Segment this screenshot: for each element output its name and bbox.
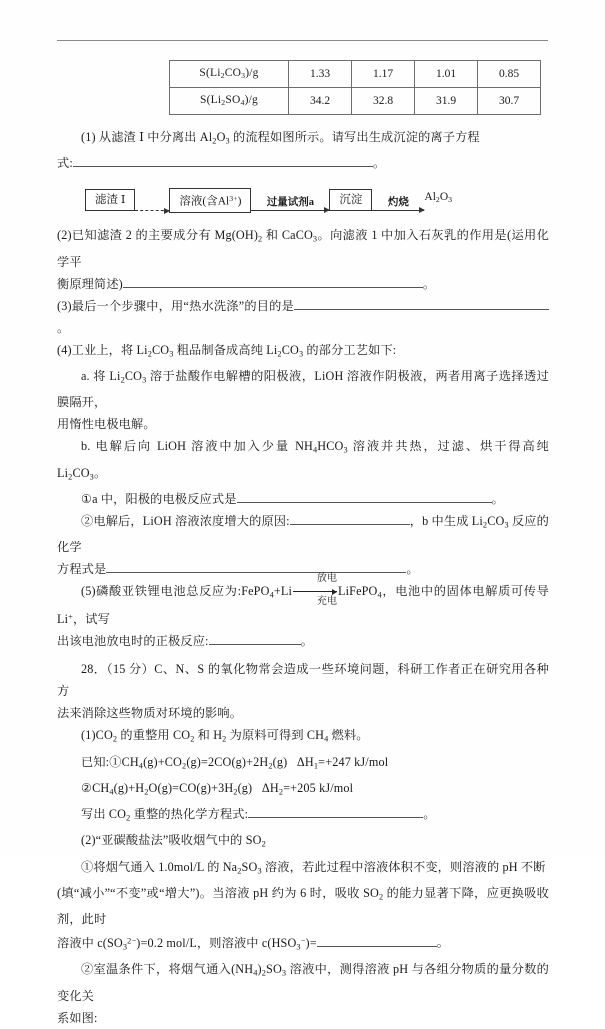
alumina-flowchart (57, 180, 549, 220)
q27-step-a-line2 (57, 413, 549, 435)
answer-blank[interactable] (290, 511, 410, 525)
q27-item-2-text: ②电解后，LiOH 溶液浓度增大的原因: (81, 513, 290, 528)
q27-p1-text: (1) 从滤渣 Ⅰ 中分离出 $Al_2O_3$ 的流程如图所示。请写出生成沉淀的离子方程 (81, 130, 480, 146)
flow-arrow-3 (372, 183, 424, 217)
arrow-dashed-icon (135, 210, 169, 211)
answer-blank[interactable] (73, 153, 373, 167)
period: 。 (436, 936, 450, 951)
answer-blank[interactable] (106, 559, 406, 573)
q28-stem-line2-text: 法来消除这些物质对环境的影响。 (57, 706, 243, 721)
question-28-stem (57, 658, 549, 702)
q28-part-1 (57, 724, 549, 750)
flow-node-solution: 溶液(含$Al^{3+}$) (169, 188, 251, 213)
q27-p2-text: (2)已知滤渣 2 的主要成分有 $Mg(OH)_2$ 和 CaCO$_3$。向滤液 1 中加入石灰乳的作用是(运用化学平 (57, 228, 549, 269)
q28-item-1 (57, 856, 549, 882)
eq-2-id: ② (81, 780, 93, 795)
period: 。 (422, 276, 436, 291)
flow-node-precipitate: 沉淀 (329, 189, 372, 211)
answer-blank[interactable] (209, 631, 301, 645)
period: 。 (406, 562, 419, 577)
arrow-2-label: 过量试剂a (266, 197, 315, 209)
cell: 30.7 (478, 88, 541, 115)
q28-item-1-line2-text: (填“减小”“不变”或“增大”)。当溶液 pH 约为 6 时，吸收 $SO_2$ 的能力显著下降，应更换吸收剂，此时 (57, 886, 549, 927)
known-label: 已知: (81, 754, 110, 769)
page-content (57, 60, 549, 1029)
q27-p5-text2: ，电池中的固体电解质可传导 Li+，试写 (57, 584, 549, 627)
q27-p2-line2 (57, 273, 549, 295)
q28-item-1-line3 (57, 930, 549, 958)
q28-stem-text: C、N、S 的氧化物常会造成一些环境问题，科研工作者正在研究用各种方 (57, 662, 549, 699)
q28-number: 28． (81, 662, 107, 677)
cell: 1.17 (352, 61, 415, 88)
arrow-solid-icon (372, 210, 424, 211)
answer-blank[interactable] (317, 933, 437, 947)
q27-item-2 (57, 510, 549, 558)
flow-node-filter-residue: 滤渣 Ⅰ (85, 189, 135, 211)
eq-1-value: =+247 kJ/mol (318, 754, 389, 769)
arrow-bottom-label: 充电 (316, 596, 338, 608)
question-27-part-5 (57, 573, 549, 630)
answer-blank[interactable] (123, 274, 423, 288)
question-27-part-3 (57, 295, 549, 339)
row-label-li2co3: $S(Li_2CO_3)/g$ (170, 61, 289, 88)
q27-item-2-prefix: 方程式是 (57, 562, 107, 577)
period: 。 (300, 634, 313, 649)
q28-known-eq-1 (57, 751, 549, 777)
q27-item-1-text: ①a 中，阳极的电极反应式是 (81, 491, 237, 506)
row-label-li2so4: $S(Li_2SO_4)/g$ (170, 88, 289, 115)
period: 。 (57, 320, 70, 335)
header-rule (57, 40, 548, 41)
question-27-part-1 (57, 126, 549, 152)
q27-step-a (57, 365, 549, 413)
q27-step-a-line2-text: 用惰性电极电解。 (57, 417, 156, 432)
cell: 31.9 (415, 88, 478, 115)
q27-p5-prefix: 出该电池放电时的正极反应: (57, 634, 209, 649)
q27-p1-line2 (57, 152, 549, 174)
reversible-arrow-icon (293, 573, 338, 608)
q27-p3-text: (3)最后一个步骤中，用“热水洗涤”的目的是 (57, 298, 294, 313)
table-row (170, 88, 541, 115)
cell: 32.8 (352, 88, 415, 115)
battery-equation-right: LiFePO$_4$ (338, 584, 382, 600)
period: 。 (491, 491, 504, 506)
q27-p5-text: (5)磷酸亚铁锂电池总反应为: (81, 584, 242, 599)
q27-p1-prefix: 式: (57, 156, 73, 171)
battery-equation-left: FePO$_4$+Li (241, 584, 293, 600)
flow-arrow-1 (135, 183, 169, 217)
period: 。 (372, 156, 386, 171)
solubility-table (169, 60, 541, 115)
q27-p4-text: (4)工业上，将 $Li_2CO_3$ 粗品制备成高纯 $Li_2CO_3$ 的部分工艺如下: (57, 342, 397, 358)
q27-step-b-text: b. 电解后向 LiOH 溶液中加入少量 $NH_4HCO_3$ 溶液并共热，过滤、烘干得高纯 $Li_2CO_3$。 (57, 439, 549, 481)
q28-part-2 (57, 829, 549, 855)
flow-arrow-2 (251, 183, 329, 217)
q28-item-1-line2 (57, 882, 549, 930)
eq-1-id: ① (109, 754, 122, 769)
answer-blank[interactable] (294, 296, 549, 310)
eq-2-enthalpy: $\Delta H_2$ (261, 780, 284, 797)
q28-score: （15 分） (106, 662, 155, 677)
question-27-part-2 (57, 224, 549, 272)
eq-1-enthalpy: $\Delta H_1$ (296, 754, 319, 770)
q27-step-b (57, 435, 549, 488)
period: 。 (423, 807, 436, 822)
arrow-solid-icon (251, 210, 329, 211)
answer-blank[interactable] (248, 804, 423, 818)
q28-item-1-line3-text: 溶液中 $c(SO_3^{2-})=0.2$ mol/L，则溶液中 $c(HSO_3^-)=$ (57, 936, 317, 952)
q28-item-2-line2-text: 系如图: (57, 1010, 98, 1025)
q28-item-2-text: ②室温条件下，将烟气通入$(NH_4)_2SO_3$ 溶液中，测得溶液 pH 与各组分物质的量分数的变化关 (57, 962, 549, 1003)
q28-item-1-text: ①将烟气通入 1.0mol/L 的 $Na_2SO_3$ 溶液，若此过程中溶液体积不变，则溶液的 pH 不断 (81, 859, 546, 876)
q28-item-2-line2 (57, 1007, 549, 1029)
q27-step-a-text: a. 将 $Li_2CO_3$ 溶于盐酸作电解槽的阳极液，LiOH 溶液作阴极液，两者用离子选择透过膜隔开， (57, 368, 549, 410)
cell: 1.01 (415, 61, 478, 88)
q27-item-2-text2: ，b 中生成 $Li_2CO_3$ 反应的化学 (57, 513, 549, 555)
q27-p2-prefix: 衡原理简述) (57, 276, 123, 291)
q28-known-eq-2 (57, 777, 549, 803)
eq-2-text: $CH_4(g)+H_2O(g)=CO(g)+3H_2(g)$ (92, 780, 253, 797)
eq-2-value: =+205 kJ/mol (283, 780, 354, 795)
q28-write-equation (57, 803, 549, 829)
q27-item-1 (57, 488, 549, 510)
q28-write-eq-text: 写出 $CO_2$ 重整的热化学方程式: (81, 807, 249, 823)
flow-product-alumina: $Al_2O_3$ (424, 190, 453, 204)
arrow-top-label: 放电 (316, 573, 338, 585)
cell: 1.33 (289, 61, 352, 88)
eq-1-text: $CH_4(g)+CO_2(g)=2CO(g)+2H_2(g)$ (121, 754, 288, 770)
answer-blank[interactable] (237, 489, 492, 503)
table-row (170, 61, 541, 88)
q28-stem-line2 (57, 702, 549, 724)
q28-p1-text: $(1)CO_2$ 的重整用 $CO_2$ 和 $H_2$ 为原料可得到 $CH_4$ 燃料。 (81, 728, 369, 744)
question-27-part-4 (57, 339, 549, 365)
cell: 0.85 (478, 61, 541, 88)
q28-item-2 (57, 958, 549, 1006)
cell: 34.2 (289, 88, 352, 115)
arrow-3-label: 灼烧 (387, 197, 409, 209)
q27-p5-line2 (57, 630, 549, 652)
q28-p2-text: (2)“亚碳酸盐法”吸收烟气中的 $SO_2$ (81, 833, 266, 849)
